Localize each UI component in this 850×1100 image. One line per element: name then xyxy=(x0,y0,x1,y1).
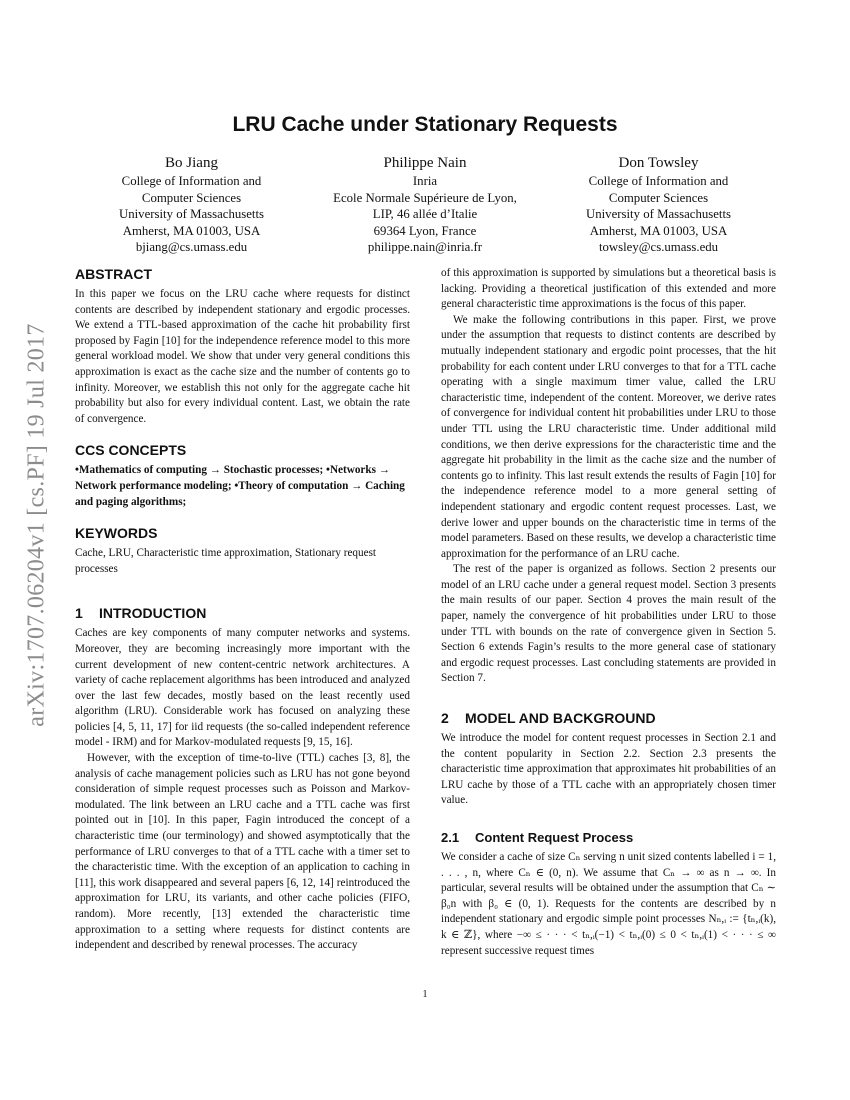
author-affiliation-line: Ecole Normale Supérieure de Lyon, xyxy=(333,190,517,205)
paper-title: LRU Cache under Stationary Requests xyxy=(232,113,618,136)
author-affiliation-line: Inria xyxy=(412,174,438,188)
author-block xyxy=(75,154,775,256)
author-affiliation-line: Amherst, MA 01003, USA xyxy=(589,223,728,238)
author-email: towsley@cs.umass.edu xyxy=(598,240,719,255)
author-email: bjiang@cs.umass.edu xyxy=(135,240,248,255)
intro-paragraph-5: The rest of the paper is organized as follows. Section 2 presents our model of an LRU cache under a general request model. Section 3 presents the main results of our paper. Section 4 proves the main result of the paper, namely the convergence of hit probabilities under LRU to those under TTL with bounds on the rate of convergence given in Section 5. Section 6 extends Fagin’s results to the more general case of stationary and ergodic request processes. Last concluding statements are provided in Section 7. xyxy=(441,563,776,685)
author-affiliation-line: University of Massachusetts xyxy=(585,207,731,222)
author-name: Bo Jiang xyxy=(165,155,218,171)
introduction-heading xyxy=(75,604,410,622)
model-heading xyxy=(441,709,776,727)
author-1 xyxy=(75,154,308,256)
intro-paragraph-3: of this approximation is supported by simulations but a theoretical basis is lacking. Providing a theoretical justification of this extended and more general characteristic time approximations is the focus of this paper. xyxy=(441,267,776,311)
author-affiliation-line: LIP, 46 allée d’Italie xyxy=(372,207,478,222)
section-number: 1 xyxy=(75,605,83,622)
left-column xyxy=(75,265,410,954)
keywords-text: Cache, LRU, Characteristic time approximation, Stationary request processes xyxy=(75,547,377,575)
author-email: philippe.nain@inria.fr xyxy=(367,240,483,255)
author-affiliation-line: Computer Sciences xyxy=(608,190,709,205)
right-column xyxy=(441,266,776,959)
arxiv-identifier: arXiv:1707.06204v1 [cs.PF] 19 Jul 2017 xyxy=(23,323,50,727)
author-affiliation-line: Computer Sciences xyxy=(141,190,242,205)
section-title: INTRODUCTION xyxy=(99,605,207,622)
page-number: 1 xyxy=(422,989,428,1000)
intro-paragraph-2: However, with the exception of time-to-live (TTL) caches [3, 8], the analysis of cache management policies such as LRU has not gone beyond consideration of simple request processes such as Poisson and Markov-modulated. The link between an LRU cache and a TTL cache was first pointed out in [10]. In this paper, Fagin introduced the concept of a characteristic time (our terminology) and showed asymptotically that the performance of LRU converges to that of a TTL cache with a timer set to the characteristic time. With the exception of an application to caching in [11], this work disappeared and several papers [6, 12, 14] reintroduced the approximation for LRU, its variants, and other cache policies (FIFO, random). More recently, [13] extended the characteristic time approximation to a setting where requests for distinct contents are independent and described by renewal processes. The accuracy xyxy=(75,752,410,952)
author-name: Philippe Nain xyxy=(383,155,467,171)
intro-paragraph-4: We make the following contributions in this paper. First, we prove under the assumption that requests to distinct contents are described by mutually independent stationary and ergodic point processes, that the hit probability for each content under LRU converges to that for a TTL cache operating with a single maximum timer value, called the LRU characteristic time, independent of the content. Moreover, we derive rates of convergence for individual content hit probabilities under LRU to those under TTL using the LRU characteristic time. Under additional mild conditions, we then derive expressions for the characteristic time and the aggregate hit probability in the limit as the cache size and the number of contents go to infinity. This last result extends the results of Fagin [10] for the independence reference model to a more general setting of independent stationary and ergodic content request processes. Last, we derive lower and upper bounds on the characteristic time in terms of the model parameters. Based on these results, we develop a characteristic time approximation for the performance of an LRU cache. xyxy=(441,313,776,560)
section-number: 2 xyxy=(441,710,449,727)
abstract-heading: ABSTRACT xyxy=(75,266,152,282)
ccs-heading: CCS CONCEPTS xyxy=(75,442,187,459)
model-paragraph-1: We introduce the model for content request processes in Section 2.1 and the content popularity in Section 2.2. Section 2.3 presents the characteristic time approximation that approximates hit probabilities of an LRU cache by those of a TTL cache with an appropriately chosen timer value. xyxy=(441,732,776,807)
author-affiliation-line: 69364 Lyon, France xyxy=(373,223,477,238)
section-title: MODEL AND BACKGROUND xyxy=(465,710,656,727)
subsection-number: 2.1 xyxy=(441,830,460,845)
author-3 xyxy=(542,154,775,256)
subsection-title: Content Request Process xyxy=(475,830,634,845)
author-affiliation-line: College of Information and xyxy=(588,174,729,188)
author-affiliation-line: College of Information and xyxy=(121,174,262,188)
author-name: Don Towsley xyxy=(618,155,699,171)
author-affiliation-line: University of Massachusetts xyxy=(118,207,264,222)
author-2 xyxy=(309,154,542,256)
abstract-text: In this paper we focus on the LRU cache where requests for distinct contents are described by independent stationary and ergodic processes. We extend a TTL-based approximation of the cache hit probability first proposed by Fagin [10] for the independence reference model to this more general workload model. We show that under very general conditions this approximation is exact as the cache size and the number of contents go to infinity. Moreover, we establish this not only for the aggregate cache hit probability but also for every individual content. Last, we obtain the rate of convergence. xyxy=(75,288,410,425)
content-request-heading xyxy=(441,829,776,846)
intro-paragraph-1: Caches are key components of many computer networks and systems. Moreover, they are becoming increasingly more important with the current development of new content-centric network architectures. A variety of cache replacement algorithms has been introduced and analyzed over the last few decades, mostly based on the least recently used algorithm (LRU). Considerable work has focused on analyzing these policies [4, 5, 11, 17] for iid requests (the so-called independent reference model - IRM) and for Markov-modulated requests [9, 15, 16]. xyxy=(75,627,410,749)
ccs-concepts-text: •Mathematics of computing → Stochastic processes; •Networks → Network performance modeling; •Theory of computation → Caching and paging algorithms; xyxy=(75,464,405,508)
arxiv-side-stamp xyxy=(14,285,60,765)
content-request-paragraph-1: We consider a cache of size Cₙ serving n unit sized contents labelled i = 1, . . . , n, where Cₙ ∈ (0, n). We assume that Cₙ → ∞ as n → ∞. In particular, several results will be obtained under the assumption that Cₙ ∼ β₀n with β₀ ∈ (0, 1). Requests for the contents are described by n independent stationary and ergodic simple point processes Nₙ,ᵢ := {tₙ,ᵢ(k), k ∈ ℤ}, where −∞ ≤ · · · < tₙ,ᵢ(−1) < tₙ,ᵢ(0) ≤ 0 < tₙ,ᵢ(1) < · · · ≤ ∞ represent successive request times xyxy=(441,851,776,957)
keywords-heading: KEYWORDS xyxy=(75,525,158,542)
author-affiliation-line: Amherst, MA 01003, USA xyxy=(122,223,261,238)
